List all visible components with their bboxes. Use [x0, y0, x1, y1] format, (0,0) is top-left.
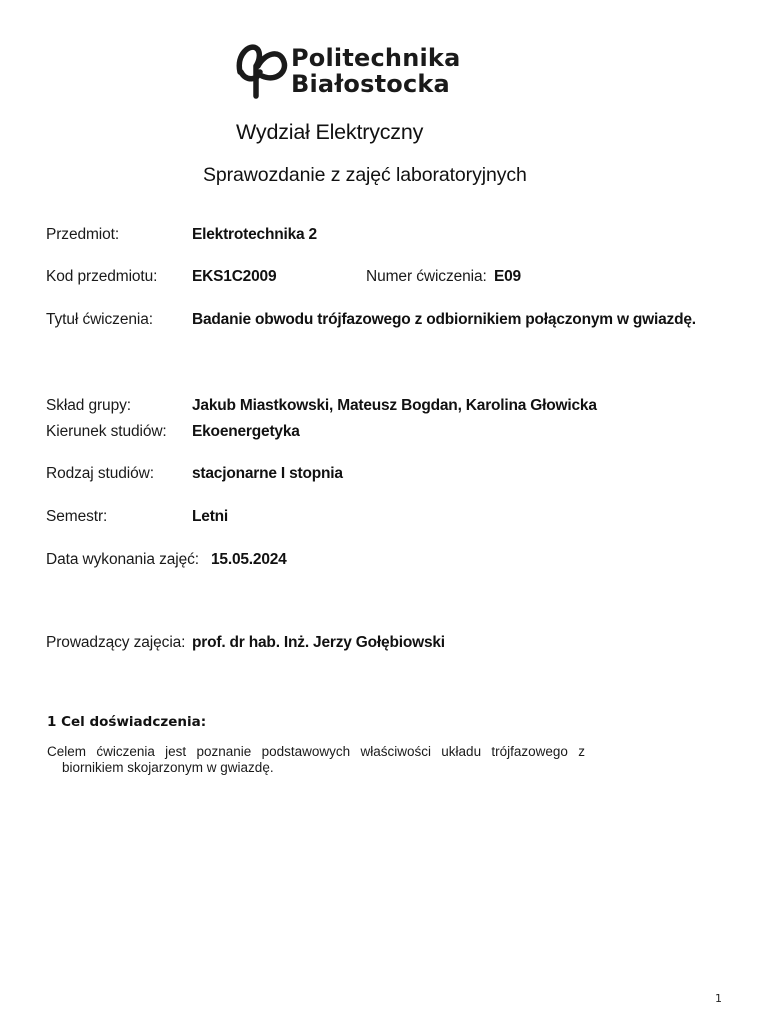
- section-paragraph-line2: biornikiem skojarzonym w gwiazdę.: [62, 760, 274, 775]
- semester-value: Letni: [192, 508, 229, 525]
- group-value: Jakub Miastkowski, Mateusz Bogdan, Karolina Głowicka: [192, 397, 597, 414]
- semester-label: Semestr:: [46, 508, 108, 525]
- report-title: Sprawozdanie z zajęć laboratoryjnych: [203, 164, 527, 186]
- section-heading: 1 Cel doświadczenia:: [47, 714, 207, 730]
- field-of-study-value: Ekoenergetyka: [192, 423, 300, 440]
- instructor-value: prof. dr hab. Inż. Jerzy Gołębiowski: [192, 634, 445, 651]
- group-label: Skład grupy:: [46, 397, 131, 414]
- study-type-value: stacjonarne I stopnia: [192, 465, 343, 482]
- section-paragraph-line1: Celem ćwiczenia jest poznanie podstawowych właściwości układu trójfazowego z: [47, 744, 585, 759]
- date-label: Data wykonania zajęć:: [46, 551, 199, 568]
- course-code-label: Kod przedmiotu:: [46, 268, 158, 285]
- date-value: 15.05.2024: [211, 551, 287, 568]
- study-type-label: Rodzaj studiów:: [46, 465, 154, 482]
- instructor-label: Prowadzący zajęcia:: [46, 634, 186, 651]
- page-number: 1: [715, 992, 722, 1005]
- exercise-title-label: Tytuł ćwiczenia:: [46, 311, 153, 328]
- exercise-number-label: Numer ćwiczenia:: [366, 268, 487, 285]
- logo-text-line2: Białostocka: [291, 70, 450, 98]
- university-logo: [236, 42, 461, 100]
- subject-value: Elektrotechnika 2: [192, 226, 317, 243]
- university-emblem-icon: [236, 42, 288, 100]
- field-of-study-label: Kierunek studiów:: [46, 423, 167, 440]
- logo-text-line1: Politechnika: [291, 44, 461, 72]
- exercise-number-value: E09: [494, 268, 521, 285]
- course-code-value: EKS1C2009: [192, 268, 277, 285]
- faculty-title: Wydział Elektryczny: [236, 120, 424, 144]
- exercise-title-value: Badanie obwodu trójfazowego z odbiornikiem połączonym w gwiazdę.: [192, 311, 696, 328]
- subject-label: Przedmiot:: [46, 226, 120, 243]
